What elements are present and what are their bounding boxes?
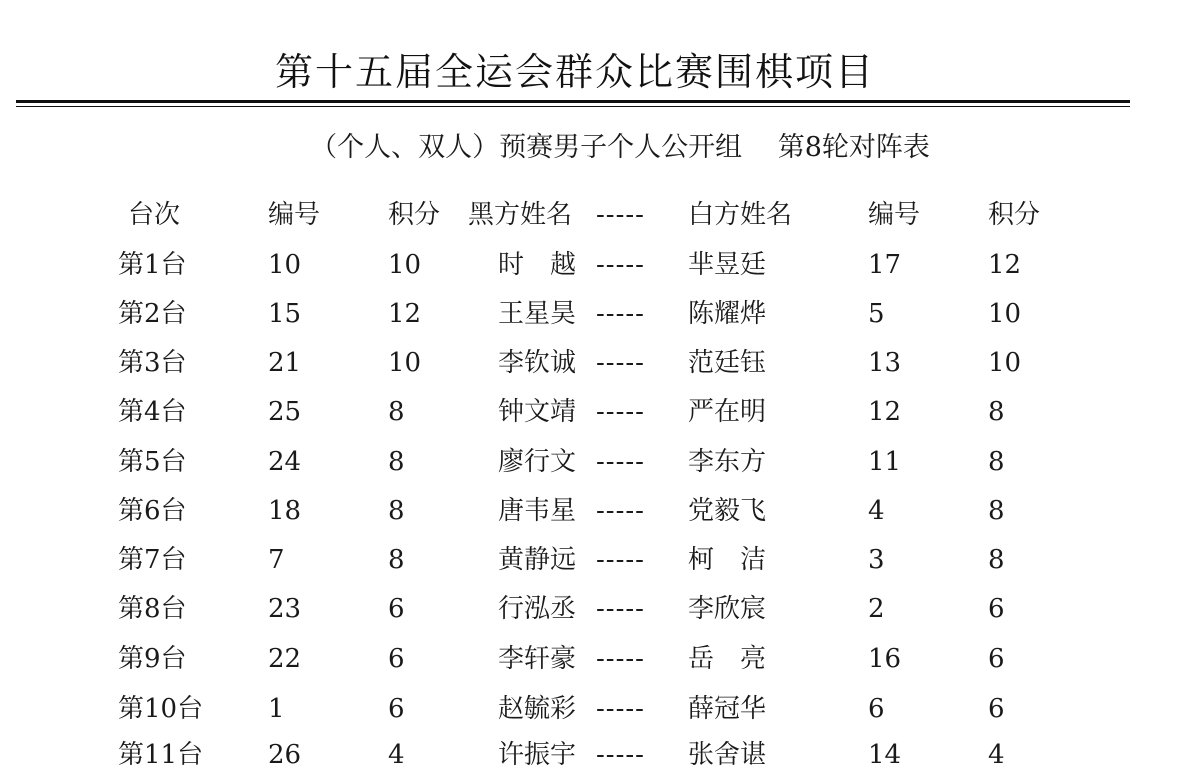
- black-name: 李钦诚: [498, 348, 577, 378]
- table-row: [0, 391, 1178, 433]
- vs-separator: -----: [596, 740, 645, 770]
- table-row: [0, 734, 1178, 776]
- black-number: 15: [268, 299, 302, 329]
- white-name: 张舍谌: [688, 740, 767, 770]
- white-name: 芈昱廷: [688, 250, 767, 280]
- white-name: 柯 洁: [688, 545, 767, 575]
- black-score: 8: [388, 447, 405, 477]
- white-score: 6: [988, 594, 1005, 624]
- white-name: 陈耀烨: [688, 299, 767, 329]
- white-number: 11: [868, 447, 902, 477]
- white-number: 3: [868, 545, 885, 575]
- white-number: 6: [868, 694, 885, 724]
- table-row: [0, 293, 1178, 335]
- vs-separator: -----: [596, 250, 645, 280]
- black-name: 李轩豪: [498, 644, 577, 674]
- table-row: [0, 490, 1178, 532]
- black-number: 23: [268, 594, 302, 624]
- vs-separator: -----: [596, 644, 645, 674]
- black-score: 8: [388, 397, 405, 427]
- black-number: 26: [268, 740, 302, 770]
- table-no: 第7台: [118, 545, 187, 575]
- table-no: 第2台: [118, 299, 187, 329]
- black-name: 钟文靖: [498, 397, 577, 427]
- white-number: 14: [868, 740, 902, 770]
- table-row: [0, 688, 1178, 730]
- header-white-number: 编号: [868, 200, 921, 230]
- white-name: 薛冠华: [688, 694, 767, 724]
- white-score: 10: [988, 299, 1022, 329]
- table-header-row: [0, 194, 1178, 236]
- white-number: 4: [868, 496, 885, 526]
- white-number: 17: [868, 250, 902, 280]
- black-score: 6: [388, 594, 405, 624]
- header-white-score: 积分: [988, 200, 1041, 230]
- header-black-name: 黑方姓名: [468, 200, 573, 230]
- table-no: 第8台: [118, 594, 187, 624]
- table-row: [0, 638, 1178, 680]
- table-no: 第6台: [118, 496, 187, 526]
- white-name: 李欣宸: [688, 594, 767, 624]
- black-score: 10: [388, 250, 422, 280]
- black-number: 10: [268, 250, 302, 280]
- header-black-score: 积分: [388, 200, 441, 230]
- vs-separator: -----: [596, 694, 645, 724]
- white-number: 13: [868, 348, 902, 378]
- table-row: [0, 342, 1178, 384]
- table-no: 第4台: [118, 397, 187, 427]
- white-name: 岳 亮: [688, 644, 767, 674]
- white-name: 党毅飞: [688, 496, 767, 526]
- white-number: 2: [868, 594, 885, 624]
- black-number: 25: [268, 397, 302, 427]
- header-separator: -----: [596, 200, 645, 230]
- black-number: 21: [268, 348, 302, 378]
- table-row: [0, 539, 1178, 581]
- vs-separator: -----: [596, 447, 645, 477]
- white-score: 8: [988, 447, 1005, 477]
- table-no: 第11台: [118, 740, 204, 770]
- header-white-name: 白方姓名: [688, 200, 793, 230]
- white-score: 8: [988, 496, 1005, 526]
- title-rule-thick: [16, 100, 1130, 103]
- black-score: 8: [388, 496, 405, 526]
- white-score: 10: [988, 348, 1022, 378]
- black-number: 18: [268, 496, 302, 526]
- white-number: 5: [868, 299, 885, 329]
- black-score: 8: [388, 545, 405, 575]
- black-score: 12: [388, 299, 422, 329]
- table-no: 第10台: [118, 694, 204, 724]
- black-score: 6: [388, 644, 405, 674]
- white-number: 12: [868, 397, 902, 427]
- vs-separator: -----: [596, 397, 645, 427]
- black-name: 王星昊: [498, 299, 577, 329]
- title-rule-thin: [16, 106, 1130, 107]
- table-no: 第3台: [118, 348, 187, 378]
- black-name: 时 越: [498, 250, 577, 280]
- black-name: 廖行文: [498, 447, 577, 477]
- black-number: 1: [268, 694, 285, 724]
- white-score: 4: [988, 740, 1005, 770]
- white-score: 12: [988, 250, 1022, 280]
- table-no: 第9台: [118, 644, 187, 674]
- table-row: [0, 441, 1178, 483]
- white-name: 范廷钰: [688, 348, 767, 378]
- header-black-number: 编号: [268, 200, 321, 230]
- black-score: 6: [388, 694, 405, 724]
- vs-separator: -----: [596, 594, 645, 624]
- document-title: 第十五届全运会群众比赛围棋项目: [274, 50, 875, 94]
- black-score: 10: [388, 348, 422, 378]
- white-score: 6: [988, 694, 1005, 724]
- white-name: 严在明: [688, 397, 767, 427]
- black-number: 24: [268, 447, 302, 477]
- white-number: 16: [868, 644, 902, 674]
- white-name: 李东方: [688, 447, 767, 477]
- table-no: 第1台: [118, 250, 187, 280]
- black-score: 4: [388, 740, 405, 770]
- black-name: 赵毓彩: [498, 694, 577, 724]
- white-score: 6: [988, 644, 1005, 674]
- table-no: 第5台: [118, 447, 187, 477]
- black-name: 许振宇: [498, 740, 577, 770]
- black-name: 行泓丞: [498, 594, 577, 624]
- black-number: 7: [268, 545, 285, 575]
- header-table-no: 台次: [128, 200, 181, 230]
- vs-separator: -----: [596, 545, 645, 575]
- black-number: 22: [268, 644, 302, 674]
- table-row: [0, 244, 1178, 286]
- vs-separator: -----: [596, 348, 645, 378]
- table-row: [0, 588, 1178, 630]
- vs-separator: -----: [596, 496, 645, 526]
- white-score: 8: [988, 545, 1005, 575]
- vs-separator: -----: [596, 299, 645, 329]
- document-subtitle: （个人、双人）预赛男子个人公开组 第8轮对阵表: [310, 132, 930, 163]
- black-name: 黄静远: [498, 545, 577, 575]
- white-score: 8: [988, 397, 1005, 427]
- black-name: 唐韦星: [498, 496, 577, 526]
